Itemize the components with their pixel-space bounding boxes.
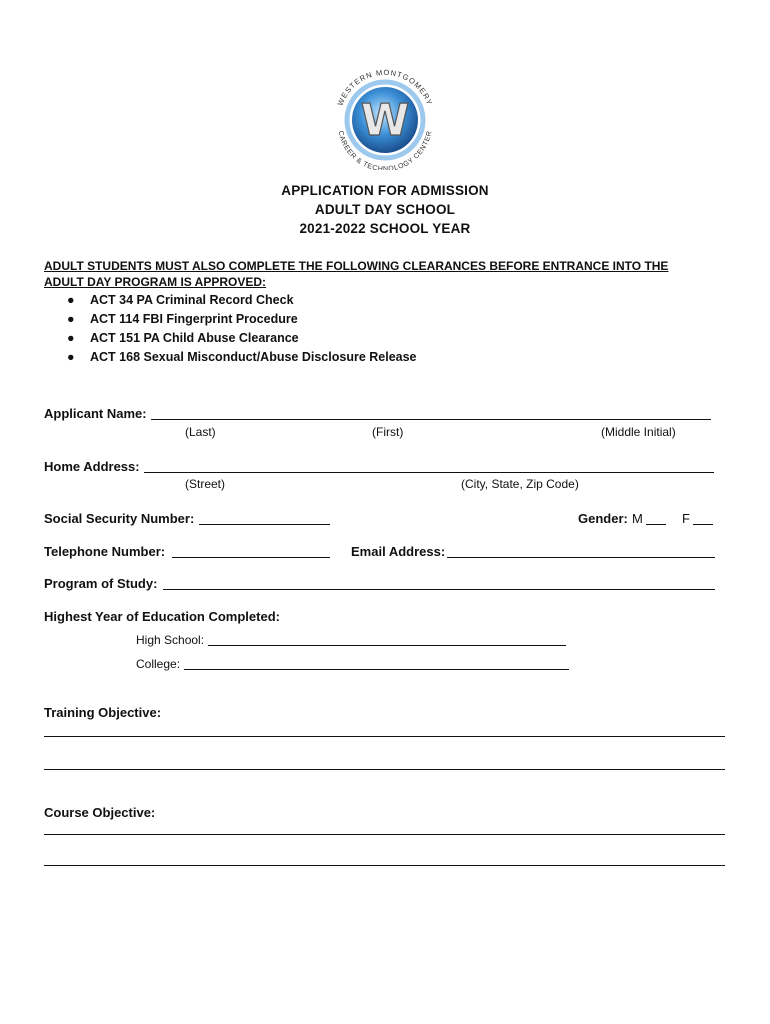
- ssn-label: Social Security Number:: [44, 511, 195, 526]
- course-objective-line-2[interactable]: [44, 865, 725, 866]
- bullet-icon: ●: [67, 350, 75, 364]
- home-address-label: Home Address:: [44, 459, 140, 474]
- applicant-name-field[interactable]: [151, 406, 711, 420]
- college-field[interactable]: [184, 657, 569, 670]
- last-name-hint: (Last): [185, 425, 216, 439]
- logo-graphic: [318, 58, 452, 170]
- ssn-field[interactable]: [199, 511, 330, 525]
- course-objective-line-1[interactable]: [44, 834, 725, 835]
- training-objective-label: Training Objective:: [44, 705, 162, 720]
- high-school-label: High School:: [136, 633, 205, 647]
- doc-title-line1: APPLICATION FOR ADMISSION: [281, 183, 489, 198]
- bullet-icon: ●: [67, 293, 75, 307]
- training-objective-line-1[interactable]: [44, 736, 725, 737]
- gender-m-field[interactable]: [646, 511, 666, 525]
- svg-text:W: W: [360, 95, 410, 146]
- doc-title-line2: ADULT DAY SCHOOL: [314, 202, 456, 217]
- bullet-icon: ●: [67, 312, 75, 326]
- high-school-field[interactable]: [208, 633, 566, 646]
- gender-label: Gender:: [578, 511, 628, 526]
- first-name-hint: (First): [372, 425, 404, 439]
- clearance-item: ACT 151 PA Child Abuse Clearance: [90, 331, 299, 345]
- telephone-field[interactable]: [172, 544, 330, 558]
- home-address-field[interactable]: [144, 459, 714, 473]
- notice-line2: ADULT DAY PROGRAM IS APPROVED:: [44, 275, 267, 289]
- clearance-item: ACT 114 FBI Fingerprint Procedure: [90, 312, 298, 326]
- education-label: Highest Year of Education Completed:: [44, 609, 280, 624]
- logo-top-text: WESTERN MONTGOMERY: [335, 67, 435, 107]
- training-objective-line-2[interactable]: [44, 769, 725, 770]
- bullet-icon: ●: [67, 331, 75, 345]
- street-hint: (Street): [185, 477, 226, 491]
- gender-f-label: F: [682, 511, 690, 526]
- applicant-name-label: Applicant Name:: [44, 406, 147, 421]
- gender-f-field[interactable]: [693, 511, 713, 525]
- clearance-item: ACT 168 Sexual Misconduct/Abuse Disclosure Release: [90, 350, 417, 364]
- program-field[interactable]: [163, 576, 715, 590]
- city-state-zip-hint: (City, State, Zip Code): [461, 477, 579, 491]
- college-label: College:: [136, 657, 181, 671]
- school-logo: [318, 58, 452, 170]
- email-field[interactable]: [447, 544, 715, 558]
- logo-bottom-text: CAREER & TECHNOLOGY CENTER: [336, 130, 434, 170]
- telephone-label: Telephone Number:: [44, 544, 166, 559]
- course-objective-label: Course Objective:: [44, 805, 156, 820]
- notice-line1: ADULT STUDENTS MUST ALSO COMPLETE THE FOLLOWING CLEARANCES BEFORE ENTRANCE INTO THE: [44, 259, 669, 273]
- gender-m-label: M: [632, 511, 643, 526]
- program-label: Program of Study:: [44, 576, 158, 591]
- clearance-item: ACT 34 PA Criminal Record Check: [90, 293, 294, 307]
- middle-initial-hint: (Middle Initial): [601, 425, 676, 439]
- email-label: Email Address:: [351, 544, 446, 559]
- doc-title-line3: 2021-2022 SCHOOL YEAR: [299, 221, 471, 236]
